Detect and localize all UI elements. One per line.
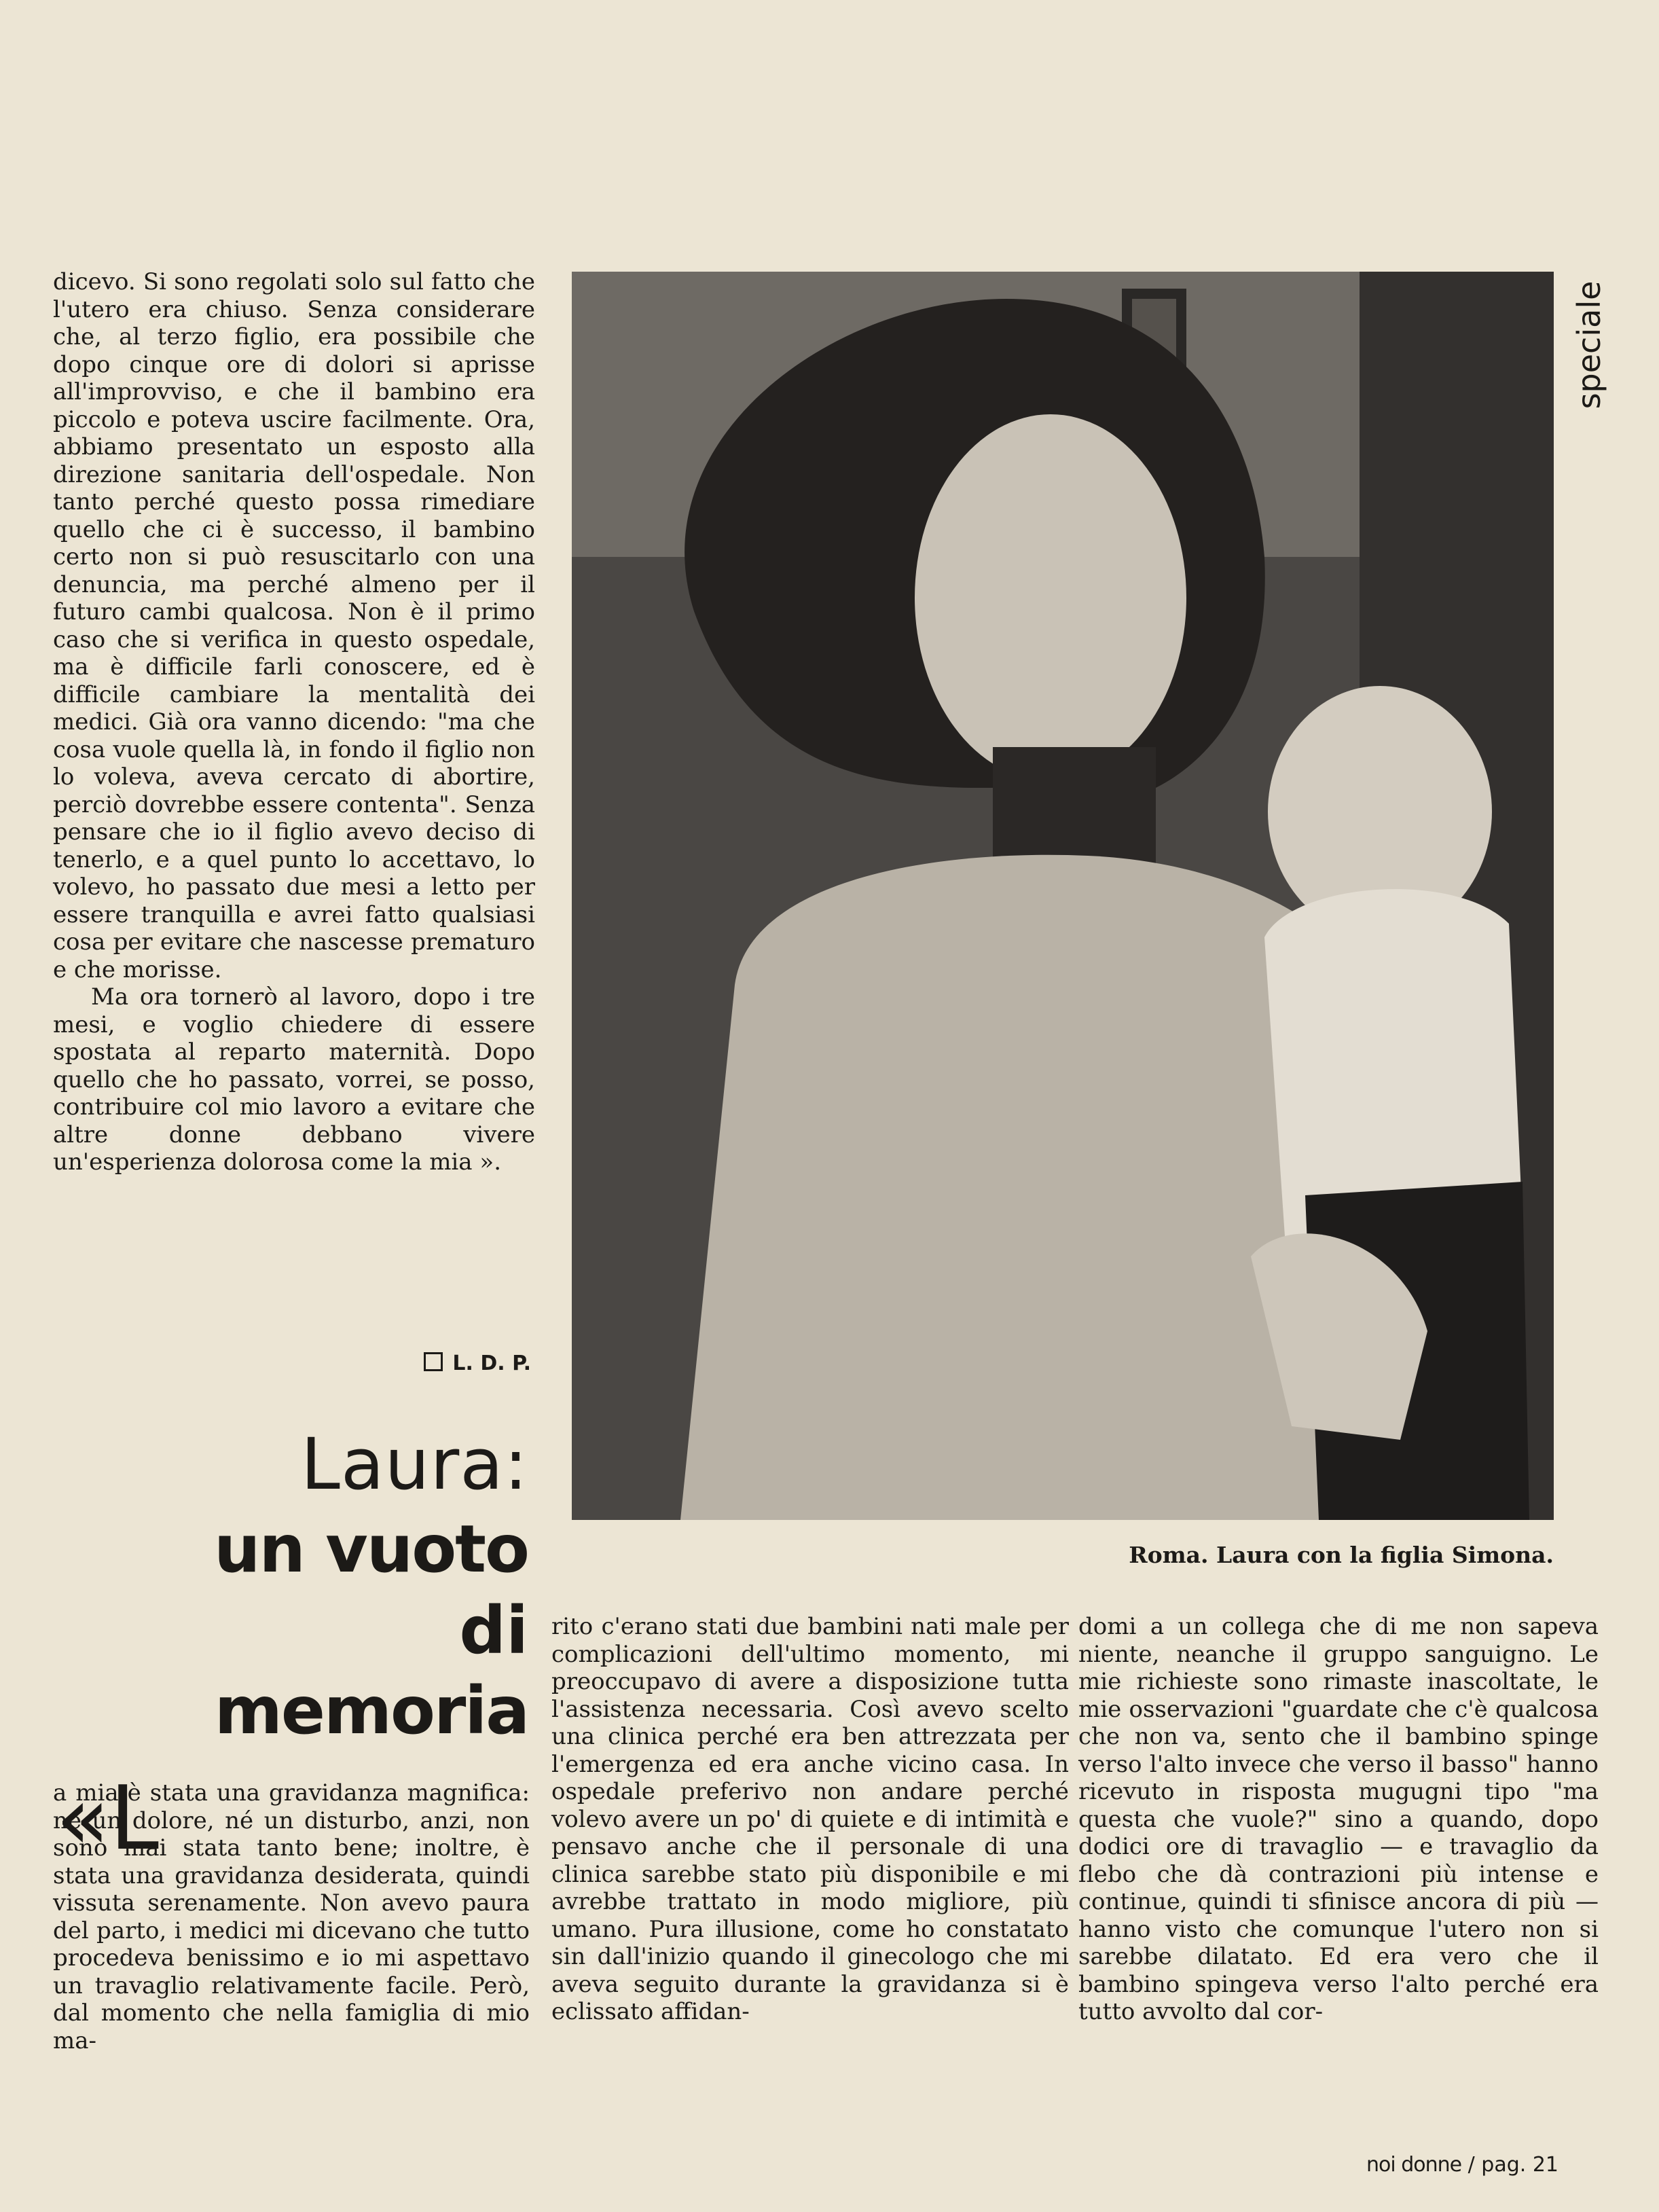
continued-paragraph-1: dicevo. Si sono regolati solo sul fatto che l'utero era chiuso. Senza considerare che, al terzo figlio, era possibile che dopo cinque ore di dolori si aprisse all'improvviso, e che il bambino era piccolo e poteva uscire facilmente. Ora, abbiamo presentato un esposto alla direzione sanitaria dell'ospedale. Non tanto perché questo possa rimediare quello che ci è successo, il bambino certo non si può resuscitarlo con una denuncia, ma perché almeno per il futuro cambi qualcosa. Non è il primo caso che si verifica in questo ospedale, ma è difficile farli conoscere, ed è difficile cambiare la mentalità dei medici. Già ora vanno dicendo: "ma che cosa vuole quella là, in fondo il figlio non lo voleva, aveva cercato di abortire, perciò dovrebbe essere contenta". Senza pensare che io il figlio avevo deciso di tenerlo, e a quel punto lo accettavo, lo volevo, ho passato due mesi a letto per essere tranquilla e avrei fatto qualsiasi cosa per evitare che nascesse prematuro e che morisse. xyxy=(53,268,535,983)
article-column-3 xyxy=(1078,1613,1599,2026)
photo-caption: Roma. Laura con la figlia Simona. xyxy=(1129,1542,1554,1568)
photo-illustration xyxy=(572,272,1554,1520)
signature-text: L. D. P. xyxy=(452,1352,531,1375)
end-box-icon xyxy=(424,1352,443,1371)
headline-name: Laura: xyxy=(300,1423,528,1506)
photo-mother-with-baby xyxy=(572,272,1554,1520)
headline-line-3: memoria xyxy=(214,1673,528,1749)
continued-text-column xyxy=(53,268,535,1176)
page-number: pag. 21 xyxy=(1481,2153,1558,2177)
magazine-name: noi donne xyxy=(1366,2153,1462,2177)
article-col1-text: a mia è stata una gravidanza magnifica: né un dolore, né un disturbo, anzi, non sono mai stata tanto bene; inoltre, è stata una gravidanza desiderata, quindi vissuta serenamente. Non avevo paura del parto, i medici mi dicevano che tutto procedeva benissimo e io mi aspettavo un travaglio relativamente facile. Però, dal momento che nella famiglia di mio ma- xyxy=(53,1779,530,2054)
article-col3-text: domi a un collega che di me non sapeva niente, neanche il gruppo sanguigno. Le mie richieste sono rimaste inascoltate, le mie osservazioni "guardate che c'è qualcosa che non va, sento che il bambino spinge verso l'alto invece che verso il basso" hanno ricevuto in risposta mugugni tipo "ma questa che vuole?" sino a quando, dopo dodici ore di travaglio — e travaglio da flebo che dà contrazioni più intense e continue, quindi ti sfinisce ancora di più — hanno visto che comunque l'utero non si sarebbe dilatato. Ed era vero che il bambino spingeva verso l'alto perché era tutto avvolto dal cor- xyxy=(1078,1613,1599,2025)
footer-separator: / xyxy=(1467,2153,1475,2177)
continued-paragraph-2: Ma ora tornerò al lavoro, dopo i tre mesi, e voglio chiedere di essere spostata al reparto maternità. Dopo quello che ho passato, vorrei, se posso, contribuire col mio lavoro a evitare che altre donne debbano vivere un'esperienza dolorosa come la mia ». xyxy=(53,983,535,1176)
bleed-through-text xyxy=(1182,54,1562,231)
page-footer xyxy=(1366,2153,1558,2177)
article-column-1 xyxy=(53,1779,530,2054)
author-signature xyxy=(380,1352,531,1375)
headline-line-1: un vuoto xyxy=(214,1511,528,1587)
section-tag xyxy=(1562,266,1616,424)
headline-line-2: di xyxy=(459,1593,528,1669)
article-col2-text: rito c'erano stati due bambini nati male per complicazioni dell'ultimo momento, mi preoccupavo di avere a disposizione tutta l'assistenza necessaria. Così avevo scelto una clinica perché era ben attrezzata per l'emergenza ed era anche vicino casa. In ospedale preferivo non andare perché volevo avere un po' di quiete e di intimità e pensavo anche che il personale di una clinica sarebbe stato più disponibile e mi avrebbe trattato in modo migliore, più umano. Pura illusione, come ho constatato sin dall'inizio quando il ginecologo che mi aveva seguito durante la gravidanza si è eclissato affidan- xyxy=(551,1613,1069,2025)
article-column-2 xyxy=(551,1613,1069,2026)
section-label: speciale xyxy=(1571,280,1607,410)
drop-cap: «L xyxy=(56,1766,159,1870)
